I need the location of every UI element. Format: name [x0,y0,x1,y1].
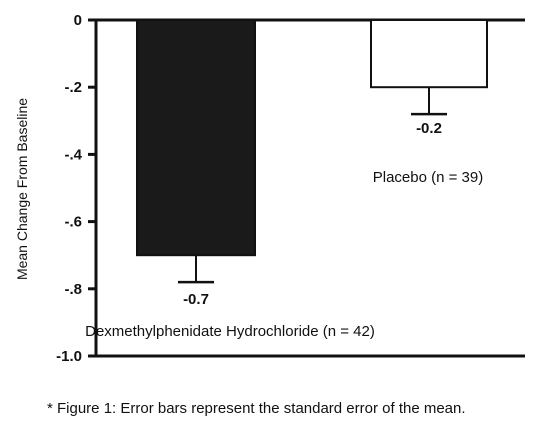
data-label: -0.7 [183,291,209,309]
y-tick-label: -1.0 [56,348,82,365]
data-label: -0.2 [416,120,442,138]
y-axis-label: Mean Change From Baseline [14,97,30,281]
bar [137,20,255,255]
y-tick-label: -.8 [64,280,82,298]
category-label: Placebo (n = 39) [372,169,484,186]
figure-caption: * Figure 1: Error bars represent the standard error of the mean. [47,400,466,417]
y-tick-label: -.4 [64,146,82,164]
bar [371,20,487,87]
y-tick-label: 0 [73,12,82,29]
y-tick-label: -.2 [64,79,82,97]
y-tick-label: -.6 [64,213,82,231]
category-label: Dexmethylphenidate Hydrochloride (n = 42) [85,323,375,340]
